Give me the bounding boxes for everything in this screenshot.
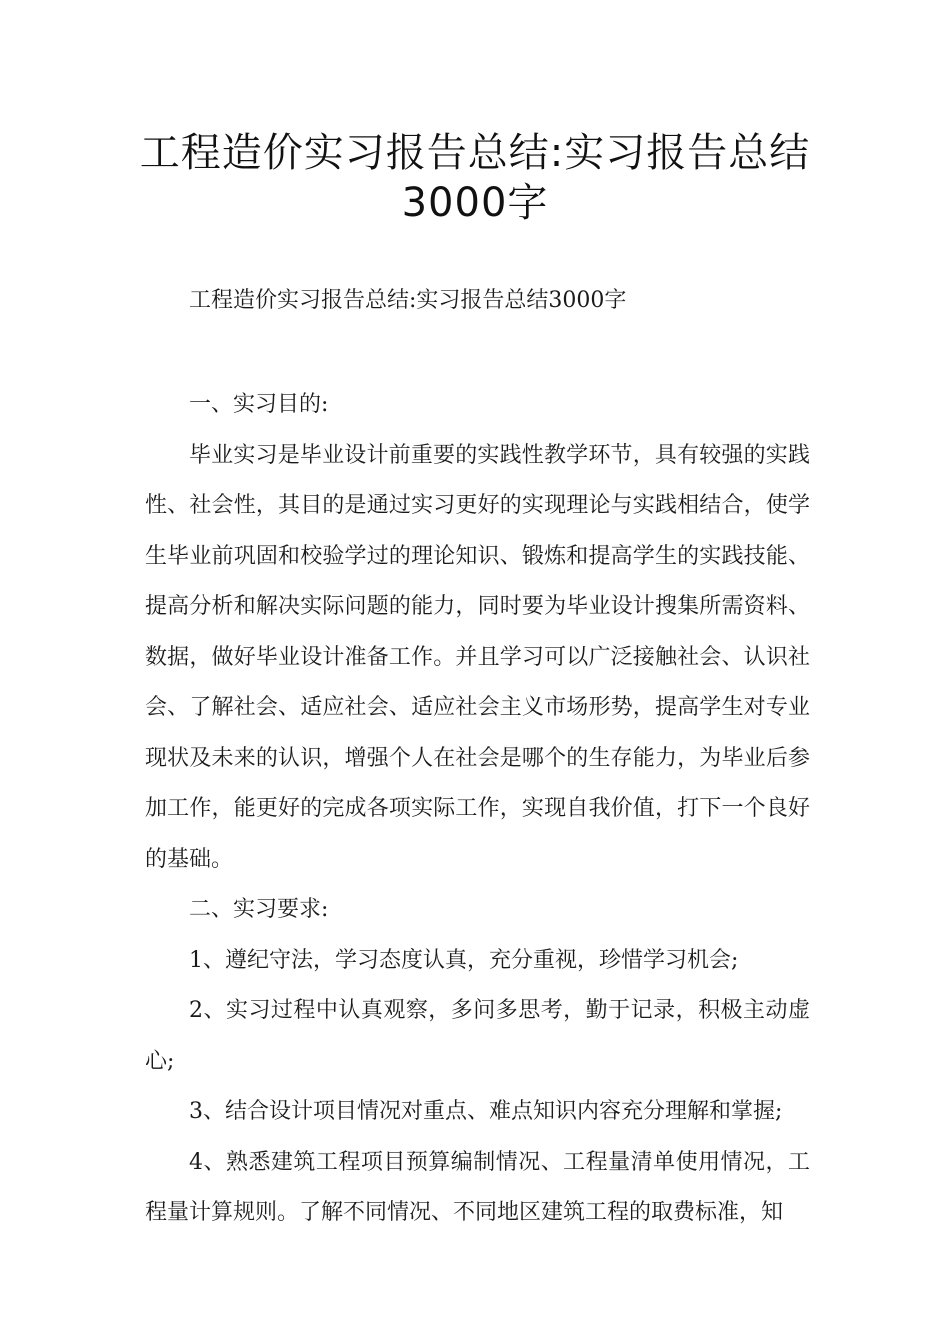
document-title bbox=[100, 128, 850, 228]
requirement-item-1: 1、遵纪守法，学习态度认真，充分重视，珍惜学习机会; bbox=[189, 947, 739, 973]
requirement-item-2: 2、实习过程中认真观察，多问多思考，勤于记录，积极主动虚心; bbox=[145, 998, 810, 1074]
paragraph-purpose: 毕业实习是毕业设计前重要的实践性教学环节，具有较强的实践性、社会性，其目的是通过实习更好的实现理论与实践相结合，使学生毕业前巩固和校验学过的理论知识、锻炼和提高学生的实践技能、提高分析和解决实际问题的能力，同时要为毕业设计搜集所需资料、数据，做好毕业设计准备工作。并且学习可以广泛接触社会、认识社会、了解社会、适应社会、适应社会主义市场形势，提高学生对专业现状及未来的认识，增强个人在社会是哪个的生存能力，为毕业后参加工作，能更好的完成各项实际工作，实现自我价值，打下一个良好的基础。 bbox=[145, 442, 810, 872]
document-subtitle: 工程造价实习报告总结:实习报告总结3000字 bbox=[189, 288, 627, 313]
section-heading-purpose: 一、实习目的: bbox=[189, 392, 329, 417]
title-line-2: 3000字 bbox=[401, 180, 549, 226]
requirement-item-4: 4、熟悉建筑工程项目预算编制情况、工程量清单使用情况，工程量计算规则。了解不同情况、不同地区建筑工程的取费标准，知 bbox=[145, 1149, 810, 1225]
section-heading-requirements: 二、实习要求: bbox=[189, 897, 329, 922]
requirement-item-3: 3、结合设计项目情况对重点、难点知识内容充分理解和掌握; bbox=[189, 1099, 783, 1124]
title-line-1: 工程造价实习报告总结:实习报告总结 bbox=[139, 130, 811, 176]
document-body bbox=[145, 380, 810, 1239]
